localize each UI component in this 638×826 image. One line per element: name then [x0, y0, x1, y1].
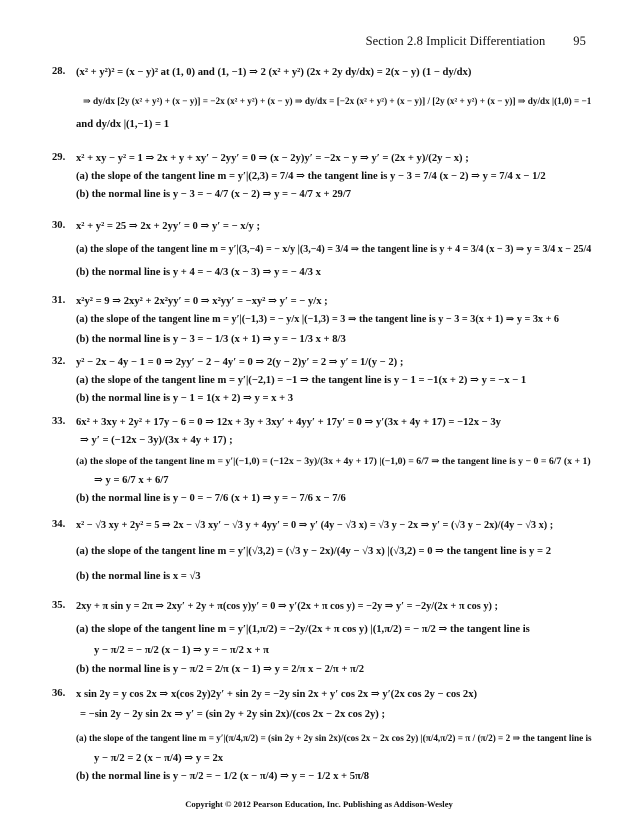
- page-header: [366, 34, 586, 49]
- problem-line: (b) the normal line is y − 1 = 1(x + 2) ⇒ y = x + 3: [76, 393, 294, 404]
- problem-line: (a) the slope of the tangent line m = y′|(1,π/2) = −2y/(2x + π cos y) |(1,π/2) = − π/2 ⇒ the tangent line is: [76, 624, 530, 635]
- copyright-footer: Copyright © 2012 Pearson Education, Inc. Publishing as Addison-Wesley: [185, 799, 453, 809]
- page-number: 95: [573, 34, 586, 48]
- problem-line: = −sin 2y − 2y sin 2x ⇒ y′ = (sin 2y + 2y sin 2x)/(cos 2x − 2x cos 2y) ;: [80, 709, 385, 720]
- problem-line: (a) the slope of the tangent line m = y′|(√3,2) = (√3 y − 2x)/(4y − √3 x) |(√3,2) = 0 ⇒ the tangent line is y = 2: [76, 546, 551, 557]
- problem-line: x² − √3 xy + 2y² = 5 ⇒ 2x − √3 xy′ − √3 y + 4yy′ = 0 ⇒ y′ (4y − √3 x) = √3 y − 2x ⇒ y′ = (√3 y − 2x)/(4y − √3 x) ;: [76, 520, 554, 531]
- problem-line: x² + y² = 25 ⇒ 2x + 2yy′ = 0 ⇒ y′ = − x/y ;: [76, 221, 260, 232]
- problem-number: 30.: [52, 220, 66, 231]
- problem-line: x sin 2y = y cos 2x ⇒ x(cos 2y)2y′ + sin 2y = −2y sin 2x + y′ cos 2x ⇒ y′(2x cos 2y − cos 2x): [76, 689, 478, 700]
- problem-line: ⇒ y′ = (−12x − 3y)/(3x + 4y + 17) ;: [80, 435, 233, 446]
- problem-line: (b) the normal line is y − π/2 = 2/π (x − 1) ⇒ y = 2/π x − 2/π + π/2: [76, 664, 365, 675]
- problem-line: (a) the slope of the tangent line m = y′|(−1,0) = (−12x − 3y)/(3x + 4y + 17) |(−1,0) = 6/7 ⇒ the tangent line is y − 0 = 6/7 (x + 1): [76, 456, 591, 467]
- problem-line: (b) the normal line is y − 3 = − 1/3 (x + 1) ⇒ y = − 1/3 x + 8/3: [76, 334, 346, 345]
- problem-line: (b) the normal line is y − π/2 = − 1/2 (x − π/4) ⇒ y = − 1/2 x + 5π/8: [76, 771, 370, 782]
- problem-number: 32.: [52, 356, 66, 367]
- problem-number: 36.: [52, 688, 66, 699]
- problem-line: (x² + y²)² = (x − y)² at (1, 0) and (1, −1) ⇒ 2 (x² + y²) (2x + 2y dy/dx) = 2(x − y) (1 − dy/dx): [76, 67, 472, 78]
- problem-line: ⇒ dy/dx [2y (x² + y²) + (x − y)] = −2x (x² + y²) + (x − y) ⇒ dy/dx = [−2x (x² + y²) + (x − y)] / [2y (x² + y²) + (x − y)] ⇒ dy/dx |(1,0) = −1: [83, 96, 592, 106]
- problem-line: (b) the normal line is y − 3 = − 4/7 (x − 2) ⇒ y = − 4/7 x + 29/7: [76, 189, 352, 200]
- problem-line: y − π/2 = − π/2 (x − 1) ⇒ y = − π/2 x + π: [94, 645, 269, 656]
- problem-line: (a) the slope of the tangent line m = y′|(−1,3) = − y/x |(−1,3) = 3 ⇒ the tangent line is y − 3 = 3(x + 1) ⇒ y = 3x + 6: [76, 314, 560, 325]
- problem-line: (a) the slope of the tangent line m = y′|(−2,1) = −1 ⇒ the tangent line is y − 1 = −1(x + 2) ⇒ y = −x − 1: [76, 375, 527, 386]
- problem-line: x²y² = 9 ⇒ 2xy² + 2x²yy′ = 0 ⇒ x²yy′ = −xy² ⇒ y′ = − y/x ;: [76, 296, 328, 307]
- problem-line: y² − 2x − 4y − 1 = 0 ⇒ 2yy′ − 2 − 4y′ = 0 ⇒ 2(y − 2)y′ = 2 ⇒ y′ = 1/(y − 2) ;: [76, 357, 404, 368]
- problem-line: (b) the normal line is y + 4 = − 4/3 (x − 3) ⇒ y = − 4/3 x: [76, 267, 321, 278]
- problem-line: (b) the normal line is x = √3: [76, 571, 201, 582]
- problem-line: ⇒ y = 6/7 x + 6/7: [94, 475, 169, 486]
- problem-line: and dy/dx |(1,−1) = 1: [76, 119, 169, 130]
- problem-line: (a) the slope of the tangent line m = y′|(π/4,π/2) = (sin 2y + 2y sin 2x)/(cos 2x − 2x cos 2y) |(π/4,π/2) = π / (π/2) = 2 ⇒ the tangent line is: [76, 733, 592, 743]
- problem-line: y − π/2 = 2 (x − π/4) ⇒ y = 2x: [94, 753, 224, 764]
- problem-number: 35.: [52, 600, 66, 611]
- problem-line: 2xy + π sin y = 2π ⇒ 2xy′ + 2y + π(cos y)y′ = 0 ⇒ y′(2x + π cos y) = −2y ⇒ y′ = −2y/(2x + π cos y) ;: [76, 601, 498, 612]
- problem-line: x² + xy − y² = 1 ⇒ 2x + y + xy′ − 2yy′ = 0 ⇒ (x − 2y)y′ = −2x − y ⇒ y′ = (2x + y)/(2y − x) ;: [76, 153, 469, 164]
- problem-line: 6x² + 3xy + 2y² + 17y − 6 = 0 ⇒ 12x + 3y + 3xy′ + 4yy′ + 17y′ = 0 ⇒ y′(3x + 4y + 17) = −12x − 3y: [76, 417, 501, 428]
- problem-line: (a) the slope of the tangent line m = y′|(3,−4) = − x/y |(3,−4) = 3/4 ⇒ the tangent line is y + 4 = 3/4 (x − 3) ⇒ y = 3/4 x − 25/4: [76, 244, 592, 255]
- problem-number: 34.: [52, 519, 66, 530]
- problem-line: (a) the slope of the tangent line m = y′|(2,3) = 7/4 ⇒ the tangent line is y − 3 = 7/4 (x − 2) ⇒ y = 7/4 x − 1/2: [76, 171, 546, 182]
- problem-number: 29.: [52, 152, 66, 163]
- problem-number: 31.: [52, 295, 66, 306]
- problem-number: 33.: [52, 416, 66, 427]
- problem-number: 28.: [52, 66, 66, 77]
- problem-line: (b) the normal line is y − 0 = − 7/6 (x + 1) ⇒ y = − 7/6 x − 7/6: [76, 493, 346, 504]
- section-title: Section 2.8 Implicit Differentiation: [365, 34, 546, 48]
